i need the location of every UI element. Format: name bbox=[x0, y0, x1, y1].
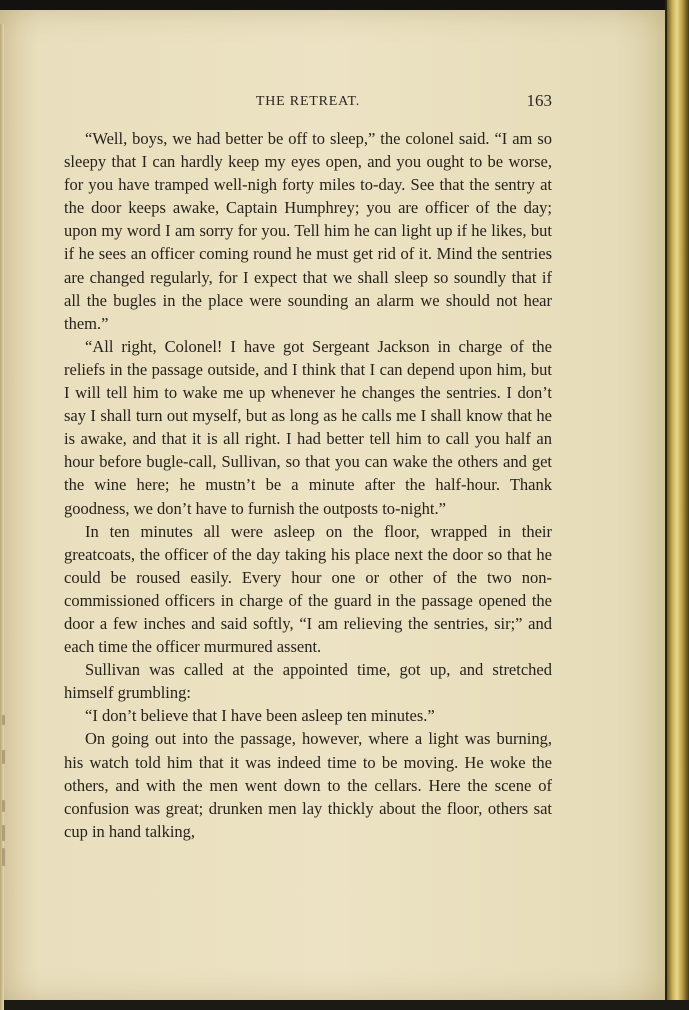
paragraph: “I don’t believe that I have been asleep ten minutes.” bbox=[85, 706, 435, 726]
paragraph: “Well, boys, we had better be off to sleep,” the colonel said. “I am so sleepy that I can hardly keep my eyes open, and you ought to be worse, for you have tramped well-nigh forty miles to-day. See that the sentry at the door keeps awake, Captain Humphrey; you are officer of the day; upon my word I am sorry for you. Tell him he can light up if he likes, but if he sees an officer coming round he must get rid of it. Mind the sentries are changed regularly, for I expect that we shall sleep so soundly that if all the bugles in the place were sounding an alarm we should not hear them.” bbox=[64, 129, 552, 333]
paragraph: In ten minutes all were asleep on the floor, wrapped in their greatcoats, the officer of the day taking his place next the door so that he could be roused easily. Every hour one or other of the two non-commissioned officers in charge of the guard in the passage opened the door a few inches and said softly, “I am relieving the sentries, sir;” and each time the officer murmured assent. bbox=[64, 521, 552, 657]
margin-mark bbox=[2, 750, 5, 764]
page-header bbox=[64, 91, 552, 113]
paragraph: “All right, Colonel! I have got Sergeant Jackson in charge of the reliefs in the passage outside, and I think that I can depend upon him, but I will tell him to wake me up whenever he changes the sentries. I don’t say I shall turn out myself, but as long as he calls me I shall know that he is awake, and that it is all right. I had better tell him to call you half an hour before bugle-call, Sullivan, so that you can wake the others and get the wine here; he mustn’t be a minute after the half-hour. Thank goodness, we don’t have to furnish the outposts to-night.” bbox=[64, 336, 552, 518]
paragraph: On going out into the passage, however, where a light was burning, his watch told him that it was indeed time to be moving. He woke the others, and with the men went down to the cellars. Here the scene of confusion was great; drunken men lay thickly about the floor, others sat cup in hand talking, bbox=[64, 729, 552, 841]
margin-mark bbox=[2, 825, 5, 841]
margin-mark bbox=[2, 848, 5, 866]
margin-mark bbox=[2, 800, 5, 812]
page-number: 163 bbox=[526, 91, 552, 110]
margin-mark bbox=[2, 715, 5, 725]
paragraph: Sullivan was called at the appointed time, got up, and stretched himself grumbling: bbox=[64, 660, 552, 703]
running-title: THE RETREAT. bbox=[255, 94, 361, 109]
book-spine bbox=[667, 0, 689, 1000]
body-text bbox=[64, 127, 552, 843]
